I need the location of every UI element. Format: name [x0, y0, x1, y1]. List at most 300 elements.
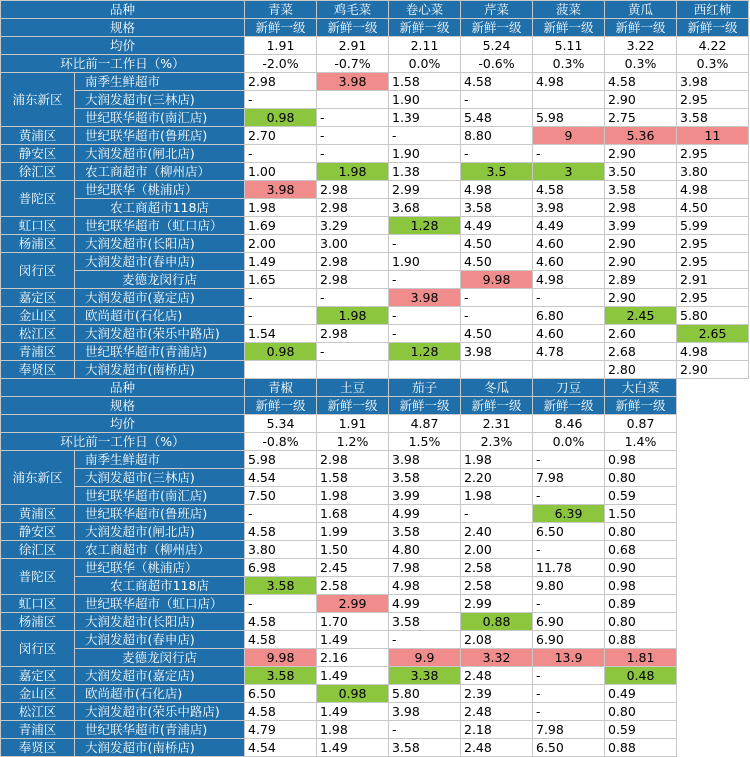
change-label: 环比前一工作日（%）	[1, 433, 245, 451]
price-cell: 3.98	[245, 181, 317, 199]
change-value: 1.4%	[605, 433, 677, 451]
store-name: 大润发超市(闸北店)	[75, 523, 245, 541]
avg-value: 5.11	[533, 37, 605, 55]
district-name: 普陀区	[1, 181, 75, 217]
price-cell: 0.90	[605, 559, 677, 577]
price-cell: 4.58	[245, 631, 317, 649]
store-row	[1, 145, 749, 163]
change-value: -0.7%	[317, 55, 389, 73]
spec-row	[1, 397, 677, 415]
price-cell: 0.98	[245, 109, 317, 127]
price-cell: 3.58	[389, 469, 461, 487]
variety-name: 土豆	[317, 379, 389, 397]
price-cell: 6.98	[245, 559, 317, 577]
price-cell: 4.60	[533, 235, 605, 253]
price-cell: -	[245, 505, 317, 523]
price-cell: 3.98	[677, 73, 749, 91]
price-cell: 0.59	[605, 487, 677, 505]
district-name: 虹口区	[1, 217, 75, 235]
price-cell: 1.50	[317, 541, 389, 559]
price-cell: 2.58	[317, 577, 389, 595]
price-cell: 4.79	[245, 721, 317, 739]
price-cell: 9.98	[461, 271, 533, 289]
district-name: 杨浦区	[1, 235, 75, 253]
price-cell: 1.58	[317, 469, 389, 487]
price-cell: 1.68	[317, 505, 389, 523]
store-row	[1, 685, 677, 703]
price-cell: 0.98	[605, 451, 677, 469]
store-row	[1, 343, 749, 361]
price-cell: 7.98	[533, 721, 605, 739]
price-cell: 6.50	[533, 739, 605, 757]
price-cell: 2.48	[461, 739, 533, 757]
price-cell: 9.80	[533, 577, 605, 595]
store-row	[1, 235, 749, 253]
price-cell: 11	[677, 127, 749, 145]
district-name: 普陀区	[1, 559, 75, 595]
store-row	[1, 505, 677, 523]
district-name: 浦东新区	[1, 451, 75, 505]
price-cell: 4.54	[245, 469, 317, 487]
price-cell: 3.58	[389, 613, 461, 631]
district-name: 金山区	[1, 307, 75, 325]
price-cell: 4.99	[389, 505, 461, 523]
price-cell: 1.65	[245, 271, 317, 289]
price-cell: -	[317, 109, 389, 127]
price-cell: 5.80	[389, 685, 461, 703]
store-row	[1, 289, 749, 307]
spec-value: 新鲜一级	[461, 19, 533, 37]
district-name: 青浦区	[1, 343, 75, 361]
price-cell: 4.58	[533, 181, 605, 199]
variety-name: 卷心菜	[389, 1, 461, 19]
price-cell: 3.98	[533, 199, 605, 217]
price-cell: 1.49	[317, 739, 389, 757]
price-cell: 3.58	[245, 577, 317, 595]
price-cell: 2.99	[389, 181, 461, 199]
spec-value: 新鲜一级	[389, 397, 461, 415]
change-value: 0.0%	[533, 433, 605, 451]
store-row	[1, 253, 749, 271]
price-cell: -	[533, 667, 605, 685]
price-cell: 2.95	[677, 235, 749, 253]
price-cell: 4.58	[245, 523, 317, 541]
store-row	[1, 109, 749, 127]
spec-value: 新鲜一级	[317, 19, 389, 37]
price-cell	[317, 361, 389, 379]
spec-value: 新鲜一级	[605, 397, 677, 415]
price-cell: 9.9	[389, 649, 461, 667]
price-cell: 2.70	[245, 127, 317, 145]
price-cell: 1.54	[245, 325, 317, 343]
avg-value: 5.34	[245, 415, 317, 433]
store-row	[1, 271, 749, 289]
price-cell: 2.60	[605, 325, 677, 343]
store-row	[1, 73, 749, 91]
price-cell: 2.98	[317, 199, 389, 217]
store-name: 世纪联华超市(南汇店)	[75, 109, 245, 127]
price-cell: 0.80	[605, 523, 677, 541]
price-cell: 2.45	[605, 307, 677, 325]
price-cell: 2.90	[605, 289, 677, 307]
price-cell: 3.80	[677, 163, 749, 181]
price-cell	[461, 361, 533, 379]
price-cell: 1.99	[317, 523, 389, 541]
price-cell: 3.98	[389, 451, 461, 469]
price-cell: 2.16	[317, 649, 389, 667]
store-name: 世纪联华超市(鲁班店)	[75, 505, 245, 523]
avg-label: 均价	[1, 415, 245, 433]
price-cell: 6.39	[533, 505, 605, 523]
price-cell: 4.78	[533, 343, 605, 361]
store-name: 世纪联华超市(青浦店)	[75, 343, 245, 361]
district-name: 闵行区	[1, 631, 75, 667]
spec-value: 新鲜一级	[389, 19, 461, 37]
avg-row	[1, 415, 677, 433]
district-name: 金山区	[1, 685, 75, 703]
price-cell: 2.90	[605, 91, 677, 109]
change-label: 环比前一工作日（%）	[1, 55, 245, 73]
variety-name: 青椒	[245, 379, 317, 397]
price-cell: 3.58	[245, 667, 317, 685]
price-cell: 0.98	[317, 685, 389, 703]
store-name: 农工商超市118店	[75, 577, 245, 595]
district-name: 松江区	[1, 703, 75, 721]
district-name: 浦东新区	[1, 73, 75, 127]
avg-label: 均价	[1, 37, 245, 55]
store-name: 大润发超市(嘉定店)	[75, 667, 245, 685]
spec-row	[1, 19, 749, 37]
variety-row	[1, 1, 749, 19]
variety-label: 品种	[1, 1, 245, 19]
price-cell	[317, 91, 389, 109]
price-cell: -	[317, 145, 389, 163]
price-cell: 4.80	[389, 541, 461, 559]
store-name: 农工商超市（柳州店）	[75, 163, 245, 181]
price-cell: -	[245, 307, 317, 325]
price-cell: 0.98	[605, 577, 677, 595]
district-name: 松江区	[1, 325, 75, 343]
price-cell: 1.98	[317, 307, 389, 325]
price-cell: -	[461, 91, 533, 109]
spec-value: 新鲜一级	[533, 397, 605, 415]
store-name: 南季生鲜超市	[75, 73, 245, 91]
variety-name: 青菜	[245, 1, 317, 19]
store-name: 世纪联华超市（虹口店）	[75, 217, 245, 235]
price-cell: -	[533, 487, 605, 505]
district-name: 杨浦区	[1, 613, 75, 631]
price-cell: 4.98	[677, 343, 749, 361]
variety-row	[1, 379, 677, 397]
price-cell: 3.58	[677, 109, 749, 127]
price-cell: 1.98	[317, 487, 389, 505]
store-row	[1, 577, 677, 595]
store-name: 大润发超市(荣乐中路店)	[75, 325, 245, 343]
variety-name: 黄瓜	[605, 1, 677, 19]
price-cell: 1.98	[245, 199, 317, 217]
variety-name: 西红柿	[677, 1, 749, 19]
store-name: 世纪联华超市（虹口店）	[75, 595, 245, 613]
price-table-1	[0, 0, 749, 379]
price-cell: 4.98	[389, 577, 461, 595]
price-cell: 3.58	[389, 739, 461, 757]
price-cell: 0.80	[605, 703, 677, 721]
price-cell: 3.50	[605, 163, 677, 181]
store-row	[1, 181, 749, 199]
price-cell: 2.68	[605, 343, 677, 361]
price-cell: 4.50	[461, 235, 533, 253]
variety-name: 茄子	[389, 379, 461, 397]
price-cell: 2.75	[605, 109, 677, 127]
change-row	[1, 433, 677, 451]
price-cell: 1.38	[389, 163, 461, 181]
price-cell: -	[317, 289, 389, 307]
price-cell: -	[389, 631, 461, 649]
avg-value: 1.91	[317, 415, 389, 433]
spec-value: 新鲜一级	[245, 397, 317, 415]
store-name: 大润发超市(南桥店)	[75, 361, 245, 379]
price-cell: 2.58	[461, 559, 533, 577]
price-cell: 1.50	[605, 505, 677, 523]
price-cell: 0.80	[605, 613, 677, 631]
price-cell: -	[533, 685, 605, 703]
change-value: -2.0%	[245, 55, 317, 73]
price-cell: 4.54	[245, 739, 317, 757]
store-row	[1, 307, 749, 325]
price-cell: -	[533, 703, 605, 721]
price-cell: 2.00	[245, 235, 317, 253]
store-name: 大润发超市(三林店)	[75, 91, 245, 109]
price-cell: 3.29	[317, 217, 389, 235]
district-name: 静安区	[1, 145, 75, 163]
price-cell: 13.9	[533, 649, 605, 667]
avg-value: 0.87	[605, 415, 677, 433]
price-cell	[389, 361, 461, 379]
store-row	[1, 667, 677, 685]
store-row	[1, 595, 677, 613]
price-cell: 2.58	[461, 577, 533, 595]
price-cell: 0.89	[605, 595, 677, 613]
variety-name: 冬瓜	[461, 379, 533, 397]
spec-label: 规格	[1, 19, 245, 37]
price-cell: 5.36	[605, 127, 677, 145]
variety-name: 鸡毛菜	[317, 1, 389, 19]
district-name: 奉贤区	[1, 361, 75, 379]
price-cell: 0.88	[605, 631, 677, 649]
price-cell: -	[461, 145, 533, 163]
store-row	[1, 523, 677, 541]
price-cell: 0.59	[605, 721, 677, 739]
price-cell: 3.98	[389, 703, 461, 721]
store-name: 大润发超市(春申店)	[75, 631, 245, 649]
price-cell: -	[245, 91, 317, 109]
price-cell: 4.49	[533, 217, 605, 235]
avg-row	[1, 37, 749, 55]
price-cell: 4.50	[677, 199, 749, 217]
store-name: 世纪联华超市(青浦店)	[75, 721, 245, 739]
price-cell: 6.50	[533, 523, 605, 541]
store-name: 大润发超市(春申店)	[75, 253, 245, 271]
store-name: 南季生鲜超市	[75, 451, 245, 469]
variety-name: 刀豆	[533, 379, 605, 397]
price-cell: -	[533, 145, 605, 163]
price-cell: 2.80	[605, 361, 677, 379]
change-value: 0.3%	[533, 55, 605, 73]
store-row	[1, 721, 677, 739]
change-row	[1, 55, 749, 73]
price-cell: 2.95	[677, 91, 749, 109]
price-cell: -	[245, 595, 317, 613]
price-cell: -	[317, 127, 389, 145]
price-cell: 6.80	[533, 307, 605, 325]
price-cell: 4.58	[461, 73, 533, 91]
price-cell: 4.60	[533, 253, 605, 271]
store-name: 世纪联华超市(鲁班店)	[75, 127, 245, 145]
price-cell: 2.48	[461, 667, 533, 685]
price-cell: 4.98	[533, 271, 605, 289]
price-cell: 0.88	[461, 613, 533, 631]
store-name: 欧尚超市(石化店)	[75, 307, 245, 325]
variety-label: 品种	[1, 379, 245, 397]
price-cell: -	[461, 505, 533, 523]
store-row	[1, 739, 677, 757]
district-name: 徐汇区	[1, 163, 75, 181]
price-cell: 6.90	[533, 613, 605, 631]
price-cell: 2.98	[317, 451, 389, 469]
store-row	[1, 487, 677, 505]
spec-label: 规格	[1, 397, 245, 415]
price-cell: 1.69	[245, 217, 317, 235]
price-cell: 3.00	[317, 235, 389, 253]
avg-value: 2.91	[317, 37, 389, 55]
price-cell: -	[533, 595, 605, 613]
store-row	[1, 217, 749, 235]
price-cell: 7.98	[533, 469, 605, 487]
price-cell: 3.58	[389, 523, 461, 541]
store-name: 大润发超市(长阳店)	[75, 235, 245, 253]
price-cell: 3.98	[461, 343, 533, 361]
change-value: -0.8%	[245, 433, 317, 451]
change-value: 0.3%	[605, 55, 677, 73]
price-cell: 2.40	[461, 523, 533, 541]
variety-name: 芹菜	[461, 1, 533, 19]
store-row	[1, 451, 677, 469]
spec-value: 新鲜一级	[317, 397, 389, 415]
price-cell: 1.49	[317, 703, 389, 721]
store-row	[1, 541, 677, 559]
price-cell: 1.58	[389, 73, 461, 91]
price-cell: 2.95	[677, 253, 749, 271]
price-cell: -	[533, 451, 605, 469]
price-cell: 5.99	[677, 217, 749, 235]
price-cell	[533, 91, 605, 109]
avg-value: 4.87	[389, 415, 461, 433]
price-cell: 2.95	[677, 289, 749, 307]
price-cell: 1.49	[317, 631, 389, 649]
price-cell: 1.49	[317, 667, 389, 685]
district-name: 嘉定区	[1, 667, 75, 685]
price-cell: -	[317, 343, 389, 361]
change-value: 2.3%	[461, 433, 533, 451]
price-cell: 4.60	[533, 325, 605, 343]
price-cell: 1.98	[317, 721, 389, 739]
price-cell: 3.68	[389, 199, 461, 217]
price-cell: 2.95	[677, 145, 749, 163]
price-cell: 2.90	[605, 235, 677, 253]
price-cell: 1.81	[605, 649, 677, 667]
avg-value: 2.11	[389, 37, 461, 55]
price-cell: -	[389, 721, 461, 739]
price-cell: 1.98	[461, 487, 533, 505]
price-cell: 1.90	[389, 253, 461, 271]
price-cell: -	[389, 271, 461, 289]
price-cell: 2.90	[677, 361, 749, 379]
price-cell: 4.58	[605, 73, 677, 91]
price-cell: 3.80	[245, 541, 317, 559]
avg-value: 8.46	[533, 415, 605, 433]
price-cell: 2.89	[605, 271, 677, 289]
price-cell: 4.58	[245, 703, 317, 721]
price-cell: 4.50	[461, 253, 533, 271]
change-value: -0.6%	[461, 55, 533, 73]
avg-value: 4.22	[677, 37, 749, 55]
store-name: 农工商超市（柳州店）	[75, 541, 245, 559]
variety-name: 菠菜	[533, 1, 605, 19]
price-cell: 1.49	[245, 253, 317, 271]
price-cell: 9	[533, 127, 605, 145]
price-cell: -	[461, 307, 533, 325]
store-name: 大润发超市(南桥店)	[75, 739, 245, 757]
store-row	[1, 631, 677, 649]
price-cell: 3.98	[317, 73, 389, 91]
store-row	[1, 91, 749, 109]
price-cell: 2.08	[461, 631, 533, 649]
price-cell: 2.98	[317, 325, 389, 343]
price-cell: 2.20	[461, 469, 533, 487]
district-name: 静安区	[1, 523, 75, 541]
district-name: 虹口区	[1, 595, 75, 613]
district-name: 奉贤区	[1, 739, 75, 757]
store-name: 欧尚超市(石化店)	[75, 685, 245, 703]
price-cell: 0.98	[245, 343, 317, 361]
avg-value: 3.22	[605, 37, 677, 55]
store-row	[1, 127, 749, 145]
change-value: 1.2%	[317, 433, 389, 451]
price-cell: 2.98	[245, 73, 317, 91]
store-row	[1, 361, 749, 379]
price-cell: 5.48	[461, 109, 533, 127]
price-cell: -	[389, 307, 461, 325]
district-name: 嘉定区	[1, 289, 75, 307]
price-cell: 6.90	[533, 631, 605, 649]
price-cell: 2.45	[317, 559, 389, 577]
avg-value: 1.91	[245, 37, 317, 55]
price-table-2	[0, 378, 677, 757]
price-cell: 2.00	[461, 541, 533, 559]
change-value: 0.0%	[389, 55, 461, 73]
price-cell: -	[533, 541, 605, 559]
price-cell: 3.99	[605, 217, 677, 235]
price-cell: 2.18	[461, 721, 533, 739]
price-cell: 3.58	[461, 199, 533, 217]
price-cell: 4.50	[461, 325, 533, 343]
spec-value: 新鲜一级	[677, 19, 749, 37]
store-row	[1, 469, 677, 487]
store-row	[1, 613, 677, 631]
price-cell: 2.98	[317, 271, 389, 289]
change-value: 1.5%	[389, 433, 461, 451]
price-cell: 3	[533, 163, 605, 181]
